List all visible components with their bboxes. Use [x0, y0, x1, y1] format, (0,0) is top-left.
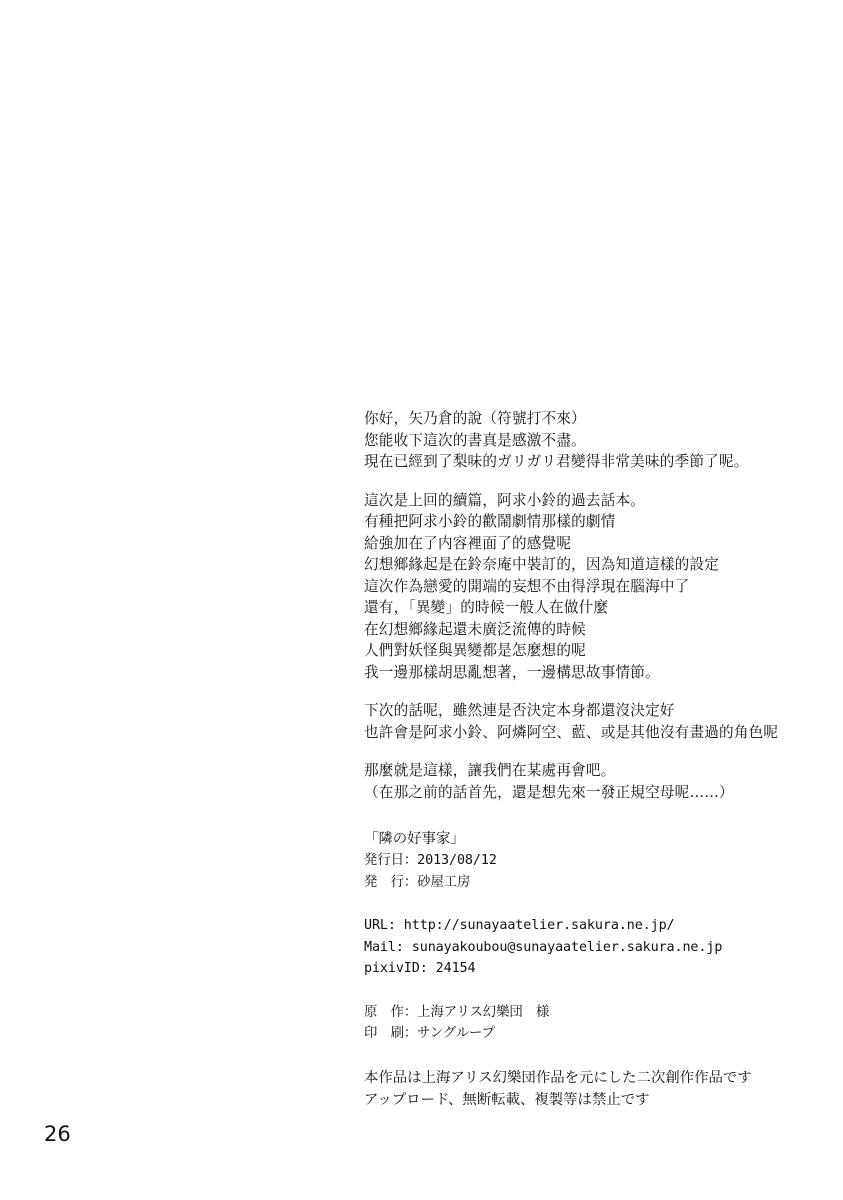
afterword-paragraph [364, 760, 834, 803]
afterword-paragraph [364, 408, 834, 473]
afterword-line: 這次作為戀愛的開端的妄想不由得浮現在腦海中了 [364, 577, 690, 595]
colophon-group [364, 828, 834, 893]
afterword-line: 現在已經到了梨味的ガリガリ君變得非常美味的季節了呢。 [364, 453, 749, 470]
afterword-line: 有種把阿求小鈴的歡鬧劇情那樣的劇情 [364, 513, 616, 530]
afterword-line: 在幻想鄉緣起還未廣泛流傳的時候 [364, 620, 586, 638]
colophon-line: 印 刷：サングループ [364, 1026, 495, 1041]
afterword-line: 那麼就是這樣，讓我們在某處再會吧。 [364, 762, 616, 779]
colophon-line: 発 行：砂屋工房 [364, 874, 471, 890]
afterword-line: 您能收下這次的書真是感激不盡。 [364, 431, 586, 449]
afterword-paragraph [364, 490, 834, 684]
colophon-group [364, 915, 834, 980]
colophon-group [364, 1002, 834, 1045]
afterword-line: 幻想鄉緣起是在鈴奈庵中裝訂的，因為知道這樣的設定 [364, 556, 720, 573]
afterword-line: （在那之前的話首先，還是想先來一發正規空母呢……） [364, 783, 734, 801]
colophon-line: 本作品は上海アリス幻樂団作品を元にした二次創作作品です [364, 1069, 752, 1086]
colophon-group [364, 1067, 834, 1111]
afterword-line: 我一邊那樣胡思亂想著，一邊構思故事情節。 [364, 663, 660, 681]
colophon-line: pixivID: 24154 [364, 961, 476, 976]
colophon-line: アップロード、無断転載、複製等は禁止です [364, 1091, 650, 1108]
colophon-line: 「隣の好事家」 [364, 831, 465, 847]
colophon-line: 発行日：2013/08/12 [364, 853, 497, 868]
afterword-line: 這次是上回的續篇，阿求小鈴的過去話本。 [364, 491, 646, 509]
colophon-line: URL: http://sunayaatelier.sakura.ne.jp/ [364, 918, 675, 933]
afterword-line: 下次的話呢，雖然連是否決定本身都還沒決定好 [364, 702, 675, 719]
afterword-line: 給強加在了内容裡面了的感覺呢 [364, 534, 572, 552]
afterword-line: 你好，矢乃倉的說（符號打不來） [364, 410, 586, 427]
colophon-line: Mail: sunayakoubou@sunayaatelier.sakura.ne.jp [364, 939, 723, 955]
page-number: 26 [44, 1122, 71, 1146]
afterword-line: 也許會是阿求小鈴、阿燐阿空、藍、或是其他沒有畫過的角色呢 [364, 723, 779, 741]
colophon-block [364, 828, 834, 1111]
afterword-line: 還有，「異變」的時候一般人在做什麼 [364, 599, 609, 616]
afterword-paragraph [364, 700, 834, 743]
colophon-line: 原 作：上海アリス幻樂団 様 [364, 1004, 550, 1020]
afterword-line: 人們對妖怪與異變都是怎麼想的呢 [364, 642, 586, 659]
afterword-text [364, 408, 834, 803]
